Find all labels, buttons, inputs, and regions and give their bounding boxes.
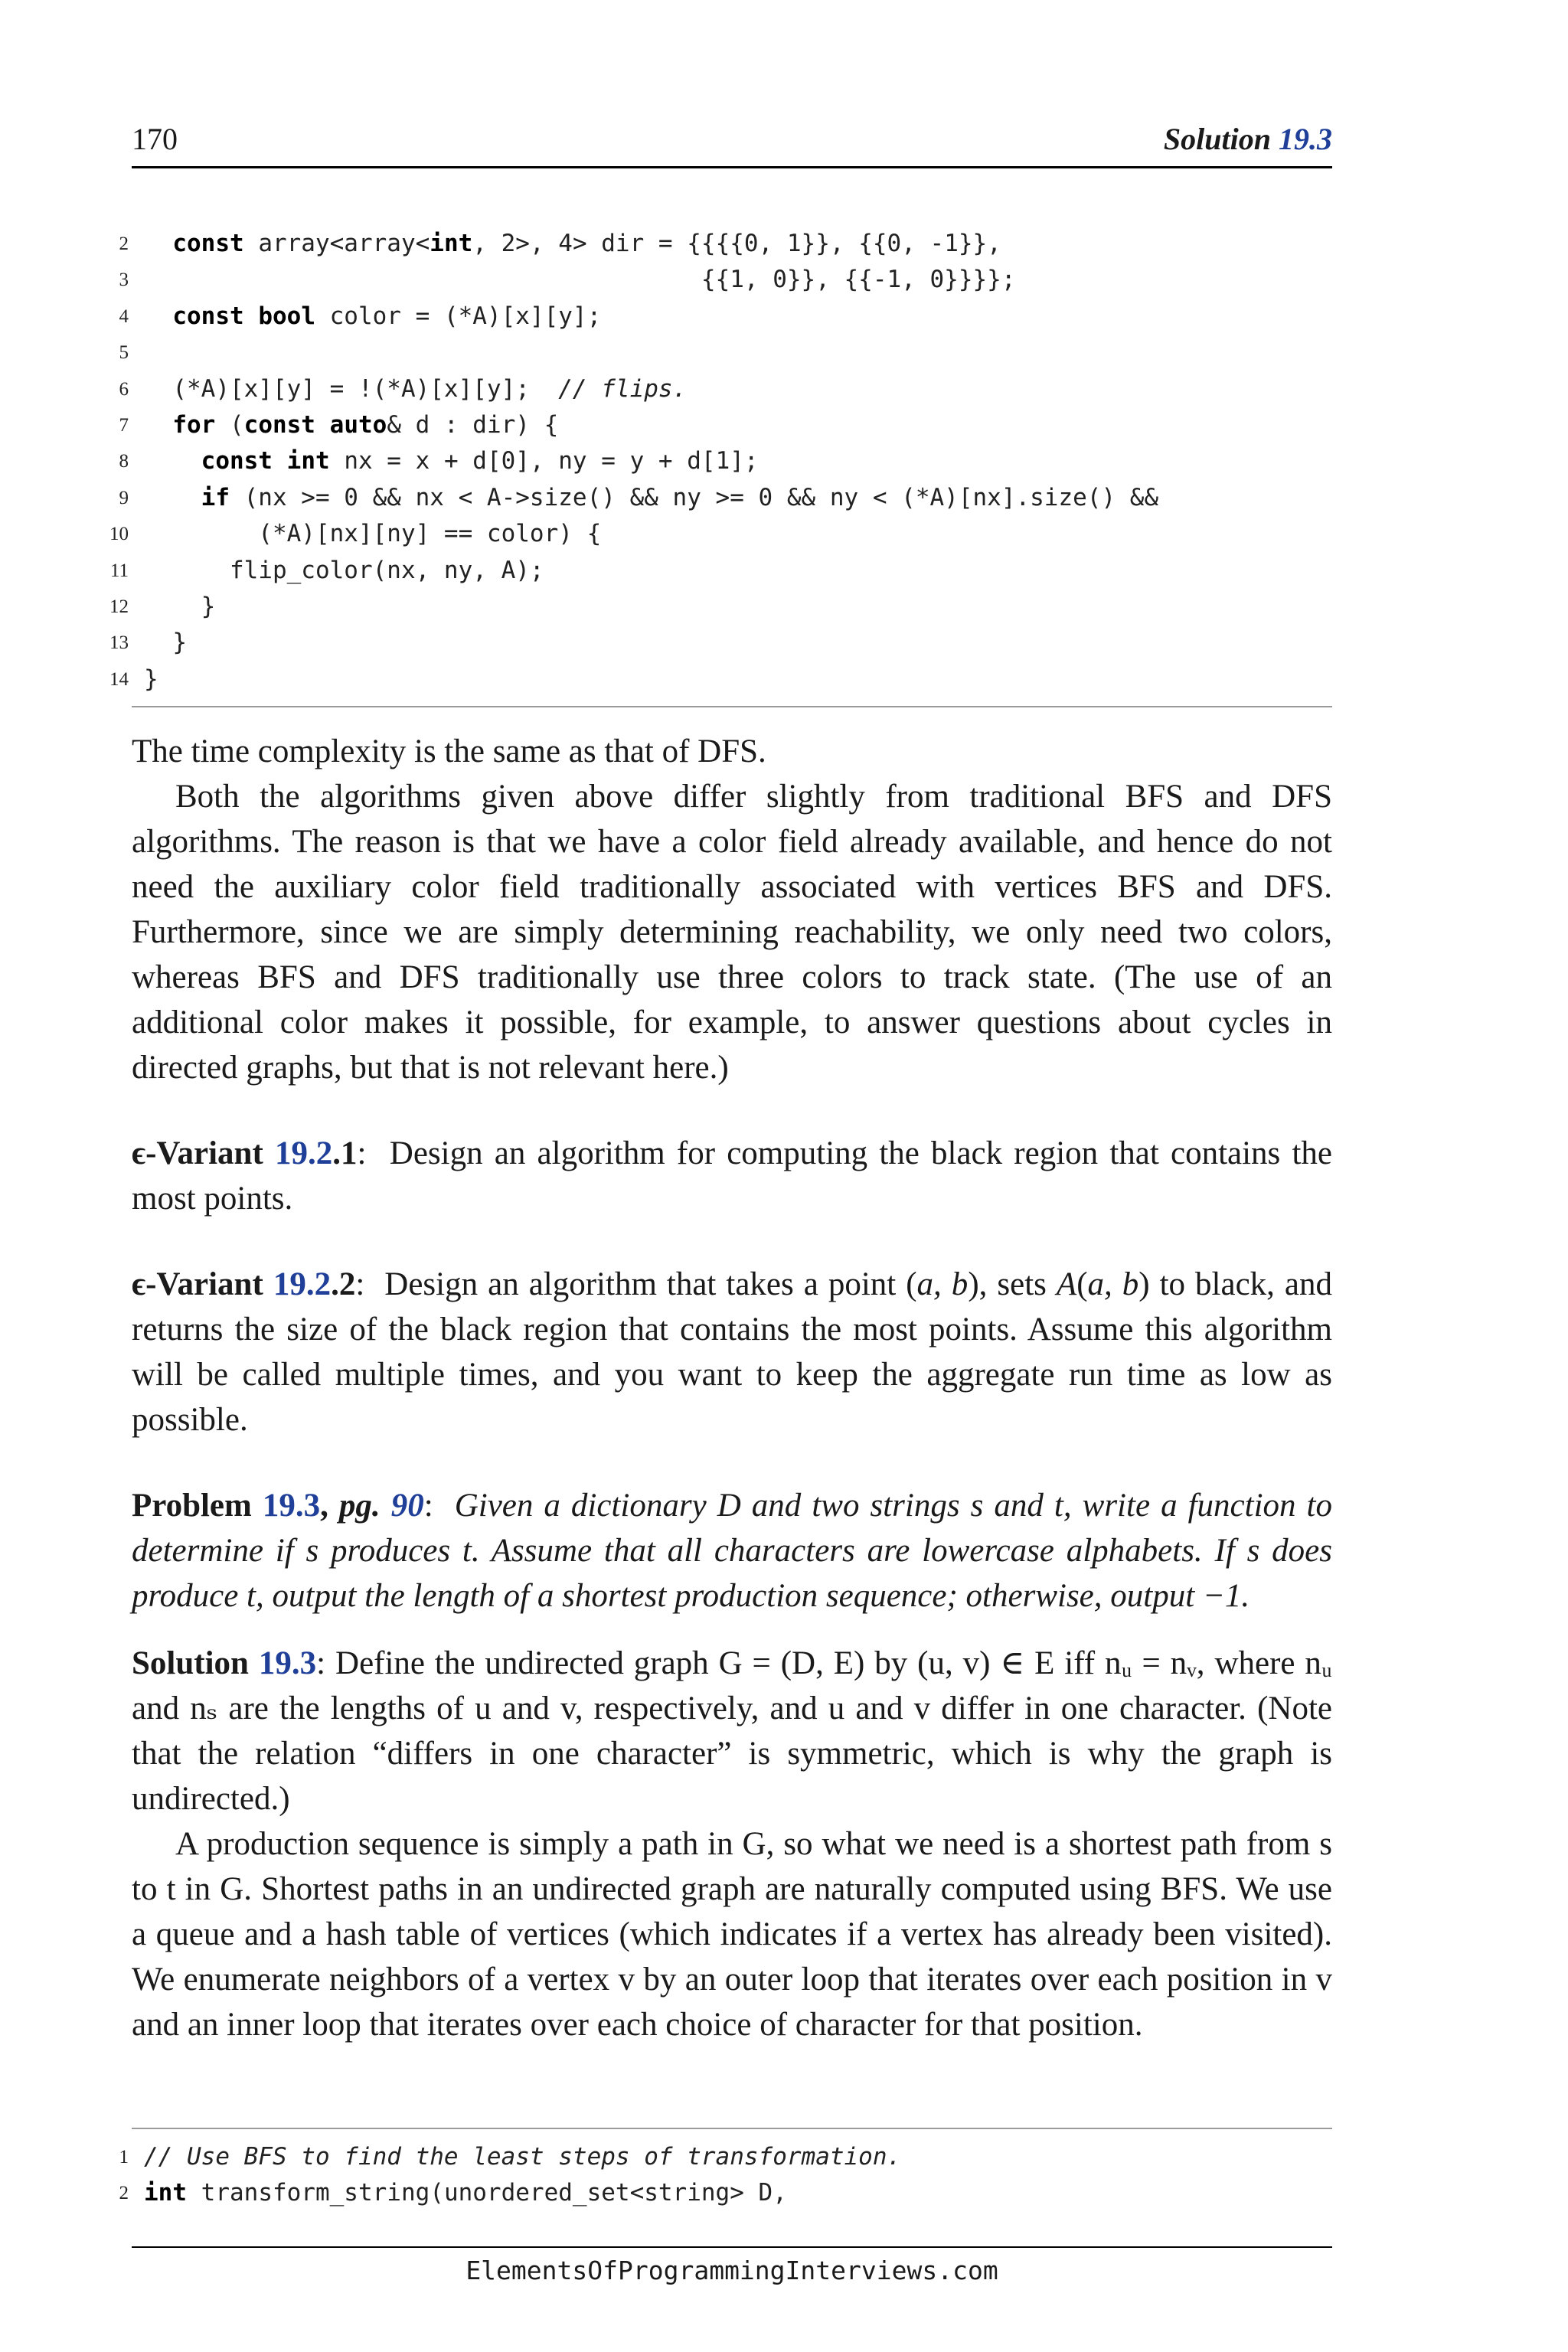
line-number: 11 [109,560,129,581]
code-text: const int nx = x + d[0], ny = y + d[1]; [201,447,759,475]
code-line [77,2139,1332,2175]
code-top-rule [132,2128,1332,2129]
code-line [77,480,1332,516]
code-text: const array<array<int, 2>, 4> dir = {{{{0, 1}}, {{0, -1}}, [172,230,1001,257]
code-line [77,407,1332,443]
code-text: } [144,629,187,657]
code-line [77,662,1332,697]
line-number: 12 [109,596,129,617]
code-text: (*A)[nx][ny] == color) { [144,520,602,548]
code-line [77,553,1332,589]
paragraph-differences: Both the algorithms given above differ slightly from traditional BFS and DFS algorithms. The reason is that we have a color field already available, and hence do not need the auxiliary color field traditionally associated with vertices BFS and DFS. Furthermore, since we are simply determining reachability, we only need two colors, whereas BFS and DFS traditionally use three colors to track state. (The use of an additional color makes it possible, for example, to answer questions about cycles in directed graphs, but that is not relevant here.) [132,779,1332,1086]
line-number: 2 [119,2183,129,2204]
code-line [77,589,1332,625]
section-link[interactable]: 19.3 [1279,122,1332,156]
code-text: {{1, 0}}, {{-1, 0}}}}; [144,266,1016,294]
code-text: (*A)[x][y] = !(*A)[x][y]; // flips. [144,374,688,403]
line-number: 14 [109,668,129,690]
page-number: 170 [132,122,178,156]
line-number: 2 [119,234,129,254]
line-number: 5 [119,342,129,364]
code-text: // Use BFS to find the least steps of transformation. [144,2143,902,2171]
paragraph-complexity: The time complexity is the same as that of DFS. [132,733,766,769]
line-number: 4 [119,305,129,327]
page-header [132,121,1332,157]
code-listing-bottom [77,2139,1332,2212]
problem-page-link[interactable]: 90 [390,1488,424,1524]
footer-rule [132,2246,1332,2248]
code-line [77,371,1332,407]
code-text: int transform_string(unordered_set<string> D, [144,2179,787,2207]
code-text: } [144,665,158,693]
header-rule [132,166,1332,168]
code-text: } [144,592,216,620]
code-text: for (const auto& d : dir) { [172,410,559,439]
solution-statement: Solution 19.3: Define the undirected graph G = (D, E) by (u, v) ∈ E iff nᵤ = nᵥ, where nᵤ and nₛ are the lengths of u and v, respectively, and u and v differ in one character. (Note that the relation “differs in one character” is symmetric, which is why the graph is undirected.) [132,1645,1333,1817]
line-number: 7 [119,414,129,436]
code-line [77,299,1332,335]
code-line [77,226,1332,262]
code-text: flip_color(nx, ny, A); [144,556,544,584]
code-line [77,262,1332,298]
code-line [77,2175,1332,2211]
line-number: 8 [119,451,129,472]
code-text: if (nx >= 0 && nx < A->size() && ny >= 0 && ny < (*A)[nx].size() && [201,483,1159,511]
line-number: 1 [119,2147,129,2167]
problem-link[interactable]: 19.3 [262,1488,321,1524]
problem-statement: Problem 19.3, pg. 90: Given a dictionary D and two strings s and t, write a function to determine if s produces t. Assume that all characters are lowercase alphabets. If s does produce t, output the length of a shortest production sequence; otherwise, output −1. [132,1488,1332,1614]
line-number: 3 [119,270,129,291]
code-text: const bool color = (*A)[x][y]; [172,302,602,330]
code-bottom-rule [132,706,1332,707]
code-line [77,443,1332,479]
line-number: 10 [109,524,129,545]
code-listing-top [77,226,1332,697]
paragraph-production: A production sequence is simply a path in G, so what we need is a shortest path from s to t in G. Shortest paths in an undirected graph are naturally computed using BFS. We use a queue and a hash table of vertices (which indicates if a vertex has already been visited). We enumerate neighbors of a vertex v by an outer loop that iterates over each position in v and an inner loop that iterates over each choice of character for that position. [132,1826,1332,2043]
footer-site: ElementsOfProgrammingInterviews.com [466,2256,998,2285]
variant-2: ϵ-Variant 19.2.2: Design an algorithm that takes a point (a, b), sets A(a, b) to black, and returns the size of the black region that contains the most points. Assume this algorithm will be called multiple times, and you want to keep the aggregate run time as low as possible. [132,1266,1333,1438]
variant-1-link[interactable]: 19.2 [274,1135,333,1171]
running-title: Solution 19.3 [1163,122,1332,156]
line-number: 13 [109,632,129,654]
code-line [77,335,1332,371]
solution-link[interactable]: 19.3 [258,1645,317,1681]
code-line [77,625,1332,661]
body-text [132,729,1332,2047]
code-line [77,516,1332,552]
line-number: 6 [119,378,129,400]
line-number: 9 [119,487,129,508]
variant-2-link[interactable]: 19.2 [273,1266,332,1302]
variant-1: ϵ-Variant 19.2.1: Design an algorithm for computing the black region that contains the most points. [132,1135,1332,1217]
